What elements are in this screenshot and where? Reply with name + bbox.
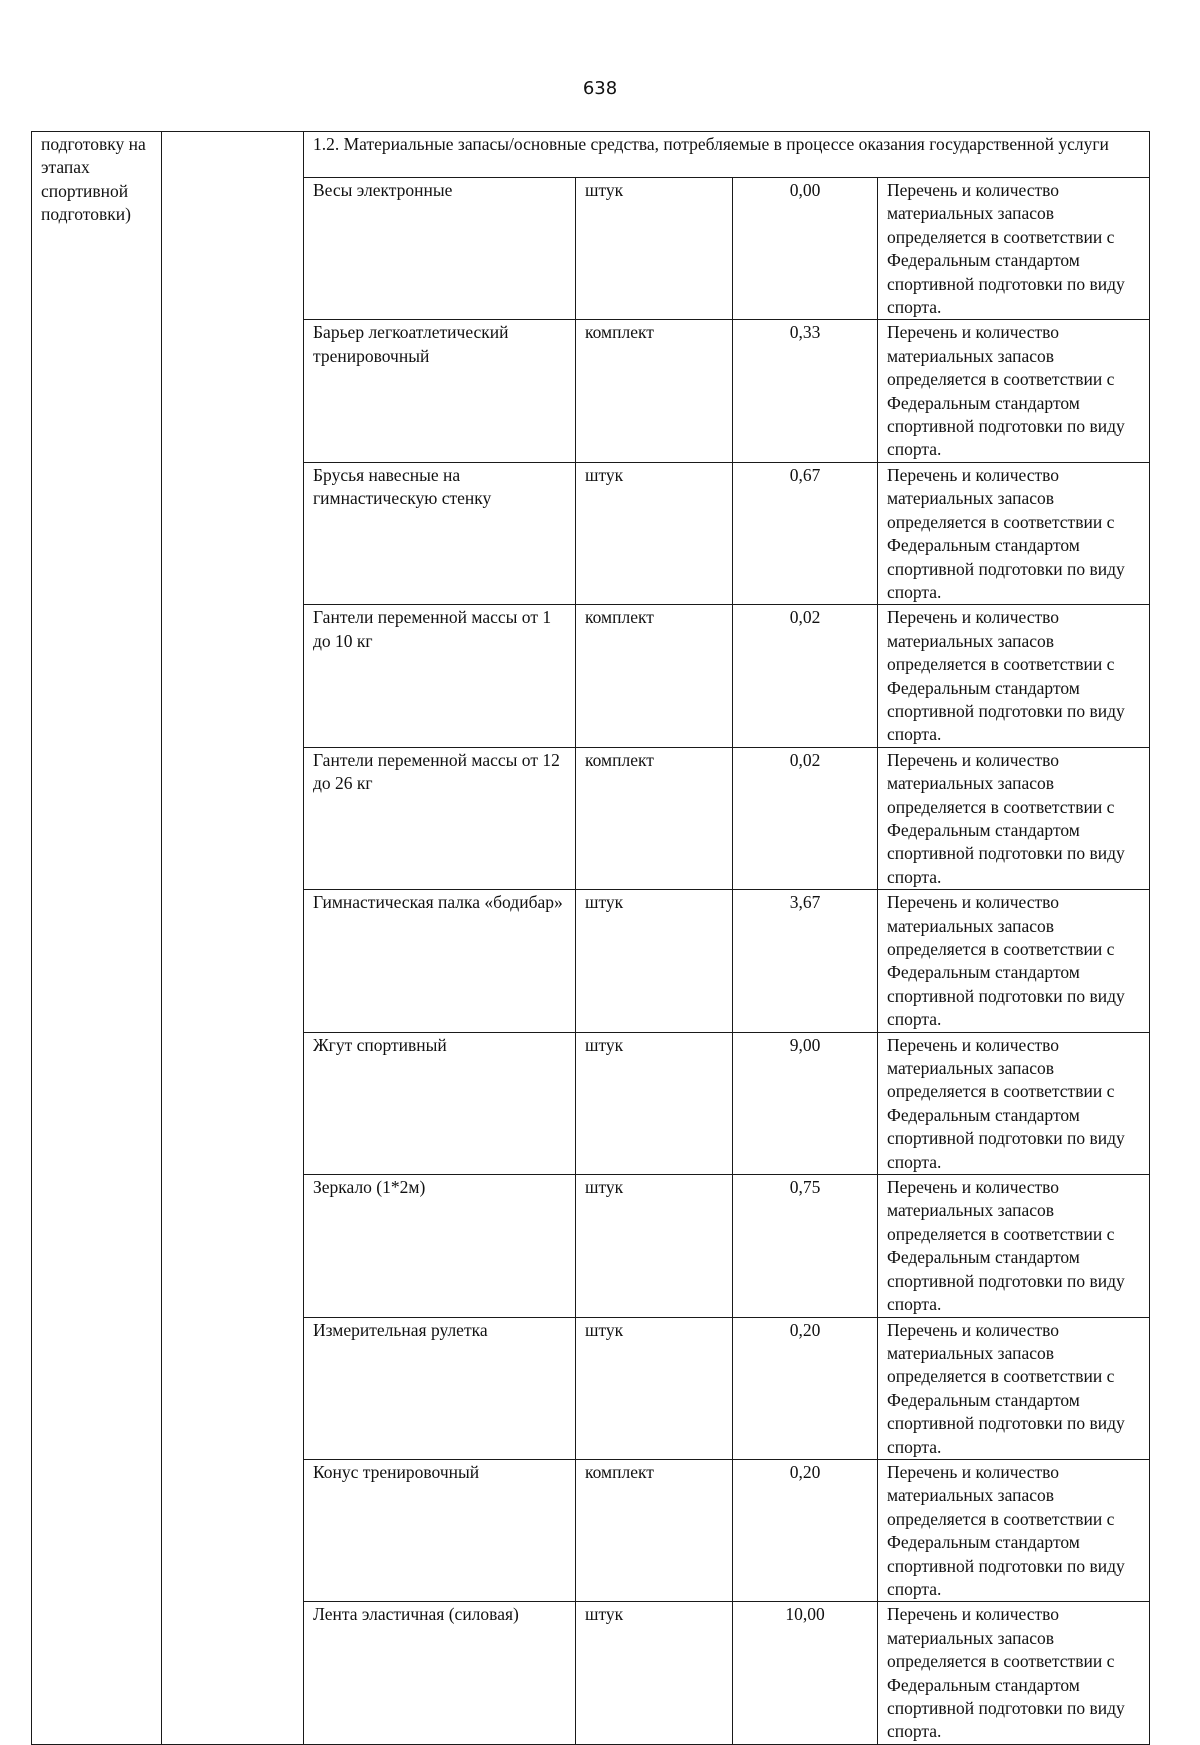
item-name-cell — [304, 1317, 576, 1459]
item-unit: штук — [585, 1319, 624, 1340]
item-name-cell — [304, 605, 576, 747]
item-name-cell — [304, 1032, 576, 1174]
item-quantity: 0,20 — [789, 1461, 821, 1482]
item-note: Перечень и количество материальных запасов определяется в соответствии с Федеральным стандартом спортивной подготовки по виду спорта. — [887, 1034, 1125, 1172]
item-note-cell — [878, 1317, 1150, 1459]
item-quantity-cell — [733, 1602, 878, 1744]
item-name: Гантели переменной массы от 1 до 10 кг — [313, 607, 552, 651]
item-name: Жгут спортивный — [313, 1034, 447, 1055]
item-name-cell — [304, 462, 576, 604]
item-unit: штук — [585, 1034, 624, 1055]
item-name: Гантели переменной массы от 12 до 26 кг — [313, 749, 560, 794]
item-name: Гимнастическая палка «бодибар» — [313, 892, 563, 913]
item-note-cell — [878, 890, 1150, 1032]
item-quantity-cell — [733, 747, 878, 889]
item-quantity: 0,33 — [789, 322, 821, 343]
item-note: Перечень и количество материальных запасов определяется в соответствии с Федеральным стандартом спортивной подготовки по виду спорта. — [887, 1604, 1125, 1742]
item-quantity-cell — [733, 1175, 878, 1317]
item-name-cell — [304, 1459, 576, 1601]
section-heading-row — [32, 132, 1150, 178]
item-unit-cell — [576, 178, 733, 320]
item-quantity: 0,20 — [789, 1319, 821, 1340]
item-unit: штук — [585, 1604, 624, 1625]
item-unit: штук — [585, 892, 624, 913]
item-note: Перечень и количество материальных запасов определяется в соответствии с Федеральным стандартом спортивной подготовки по виду спорта. — [887, 464, 1125, 602]
item-note: Перечень и количество материальных запасов определяется в соответствии с Федеральным стандартом спортивной подготовки по виду спорта. — [887, 607, 1125, 745]
item-quantity-cell — [733, 320, 878, 462]
materials-table — [31, 131, 1150, 1745]
item-name-cell — [304, 1175, 576, 1317]
item-unit: штук — [585, 180, 624, 200]
item-quantity-cell — [733, 462, 878, 604]
left-column-cell — [32, 132, 162, 1745]
item-quantity: 0,67 — [789, 464, 821, 485]
item-quantity-cell — [733, 178, 878, 320]
item-unit-cell — [576, 1317, 733, 1459]
item-unit: комплект — [585, 749, 654, 770]
item-quantity-cell — [733, 890, 878, 1032]
item-name-cell — [304, 1602, 576, 1744]
item-note-cell — [878, 747, 1150, 889]
item-quantity: 10,00 — [785, 1604, 825, 1625]
item-name-cell — [304, 890, 576, 1032]
item-note: Перечень и количество материальных запасов определяется в соответствии с Федеральным стандартом спортивной подготовки по виду спорта. — [887, 892, 1125, 1030]
item-note-cell — [878, 1459, 1150, 1601]
item-unit: штук — [585, 464, 624, 485]
second-column-cell — [162, 132, 304, 1745]
item-quantity-cell — [733, 1459, 878, 1601]
item-name: Барьер легкоатлетический тренировочный — [313, 322, 509, 366]
item-note-cell — [878, 462, 1150, 604]
item-quantity: 0,75 — [789, 1177, 821, 1198]
item-name: Брусья навесные на гимнастическую стенку — [313, 464, 492, 509]
item-name: Измерительная рулетка — [313, 1319, 488, 1340]
item-unit-cell — [576, 1602, 733, 1744]
item-quantity-cell — [733, 605, 878, 747]
item-note-cell — [878, 1175, 1150, 1317]
item-note-cell — [878, 1602, 1150, 1744]
item-unit-cell — [576, 462, 733, 604]
item-unit-cell — [576, 1032, 733, 1174]
section-heading-cell — [304, 132, 1150, 178]
item-unit: комплект — [585, 322, 654, 343]
item-unit-cell — [576, 320, 733, 462]
item-note-cell — [878, 1032, 1150, 1174]
item-quantity: 9,00 — [789, 1034, 821, 1055]
item-name: Зеркало (1*2м) — [313, 1177, 426, 1198]
section-heading: 1.2. Материальные запасы/основные средства, потребляемые в процессе оказания государственной услуги — [313, 134, 1109, 154]
item-unit-cell — [576, 1175, 733, 1317]
item-unit-cell — [576, 605, 733, 747]
item-quantity-cell — [733, 1032, 878, 1174]
item-note: Перечень и количество материальных запасов определяется в соответствии с Федеральным стандартом спортивной подготовки по виду спорта. — [887, 1177, 1125, 1315]
item-quantity-cell — [733, 1317, 878, 1459]
item-unit-cell — [576, 747, 733, 889]
item-unit: комплект — [585, 607, 654, 628]
item-note-cell — [878, 320, 1150, 462]
item-note: Перечень и количество материальных запасов определяется в соответствии с Федеральным стандартом спортивной подготовки по виду спорта. — [887, 749, 1125, 887]
item-note: Перечень и количество материальных запасов определяется в соответствии с Федеральным стандартом спортивной подготовки по виду спорта. — [887, 180, 1125, 318]
left-column-text: подготовку на этапах спортивной подготовки) — [41, 134, 146, 225]
item-note-cell — [878, 605, 1150, 747]
item-name: Конус тренировочный — [313, 1461, 480, 1482]
page-number: 638 — [582, 78, 618, 99]
item-name-cell — [304, 178, 576, 320]
item-unit-cell — [576, 890, 733, 1032]
item-unit: комплект — [585, 1461, 654, 1482]
item-quantity: 0,02 — [789, 749, 821, 770]
item-name-cell — [304, 320, 576, 462]
item-note: Перечень и количество материальных запасов определяется в соответствии с Федеральным стандартом спортивной подготовки по виду спорта. — [887, 1461, 1125, 1599]
item-note: Перечень и количество материальных запасов определяется в соответствии с Федеральным стандартом спортивной подготовки по виду спорта. — [887, 1319, 1125, 1457]
item-quantity: 3,67 — [789, 892, 821, 913]
item-name-cell — [304, 747, 576, 889]
item-unit-cell — [576, 1459, 733, 1601]
item-note: Перечень и количество материальных запасов определяется в соответствии с Федеральным стандартом спортивной подготовки по виду спорта. — [887, 322, 1125, 460]
item-quantity: 0,02 — [789, 607, 821, 628]
item-quantity: 0,00 — [789, 180, 821, 200]
item-name: Лента эластичная (силовая) — [313, 1604, 519, 1625]
item-name: Весы электронные — [313, 180, 453, 200]
item-note-cell — [878, 178, 1150, 320]
item-unit: штук — [585, 1177, 624, 1198]
